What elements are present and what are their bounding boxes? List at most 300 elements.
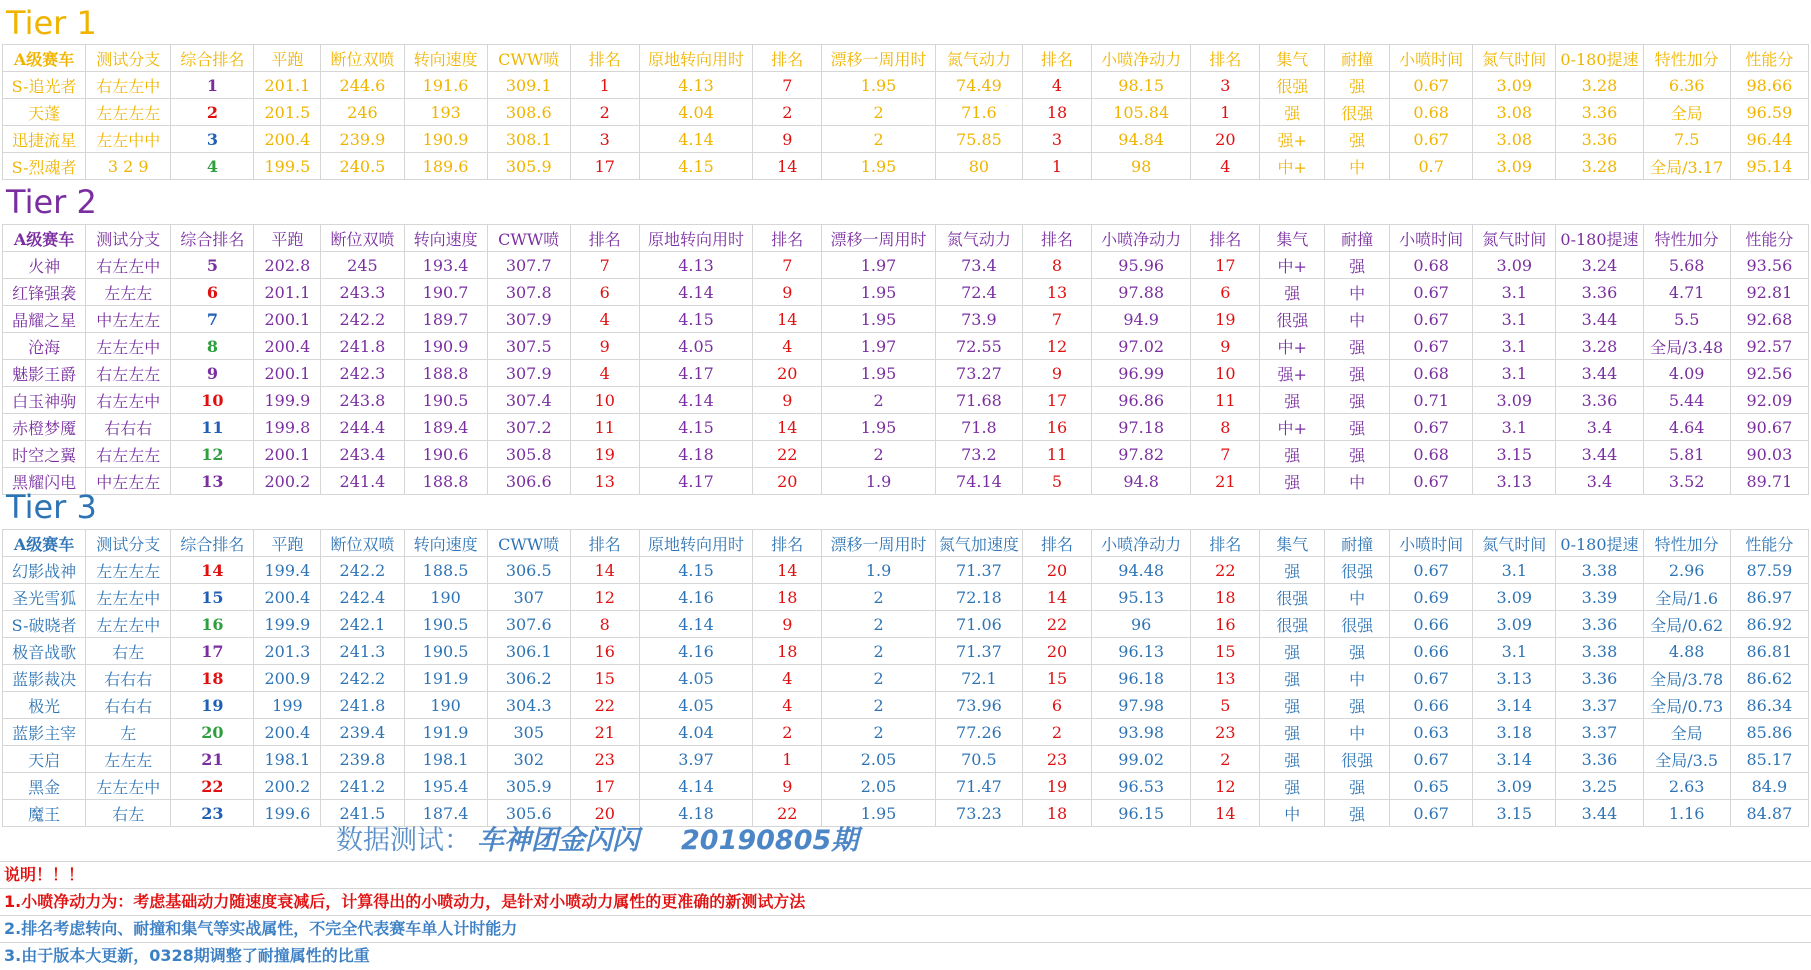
table-cell: 很强 [1325,99,1390,126]
table-cell: 239.4 [321,719,404,746]
table-cell: 243.4 [321,441,404,468]
table-cell: 3.13 [1473,468,1556,495]
column-header: 耐撞 [1325,225,1390,252]
table-cell: 72.18 [935,584,1022,611]
table-cell: 0.66 [1390,692,1473,719]
table-cell: 左左中中 [86,126,171,153]
table-cell: 14 [171,557,254,584]
table-cell: 73.23 [935,800,1022,827]
table-cell: 6 [171,279,254,306]
table-cell: 0.67 [1390,72,1473,99]
table-cell: 23 [171,800,254,827]
table-cell: 16 [1023,414,1092,441]
table-cell: 3.14 [1473,692,1556,719]
table-cell: 188.5 [404,557,487,584]
car-name-cell: 红锋强袭 [3,279,86,306]
table-cell: 3 [1023,126,1092,153]
table-cell: 4.18 [639,441,753,468]
table-cell: 3.1 [1473,557,1556,584]
table-cell: 202.8 [254,252,321,279]
table-cell: 3.13 [1473,665,1556,692]
column-header: 氮气时间 [1473,530,1556,557]
table-cell: 306.2 [487,665,570,692]
table-cell: 1.95 [822,72,936,99]
table-cell: 1.95 [822,800,936,827]
table-row [3,279,1809,306]
table-cell: 198.1 [404,746,487,773]
table-cell: 左左左中 [86,584,171,611]
table-cell: 23 [570,746,639,773]
table-cell: 19 [171,692,254,719]
table-cell: 3.97 [639,746,753,773]
car-name-cell: 魅影王爵 [3,360,86,387]
table-cell: 0.67 [1390,746,1473,773]
table-cell: 242.1 [321,611,404,638]
table-cell: 强+ [1260,360,1325,387]
table-cell: 190.7 [404,279,487,306]
table-cell: 105.84 [1091,99,1190,126]
table-cell: 9 [753,773,822,800]
car-name-cell: 极音战歌 [3,638,86,665]
table-cell: 20 [753,360,822,387]
table-cell: 21 [1191,468,1260,495]
table-cell: 4.18 [639,800,753,827]
table-cell: 4 [1191,153,1260,180]
table-cell: 3.09 [1473,773,1556,800]
table-row [3,746,1809,773]
column-header: 排名 [753,45,822,72]
car-name-cell: 天蓬 [3,99,86,126]
table-cell: 92.57 [1730,333,1808,360]
table-cell: 0.67 [1390,468,1473,495]
table-cell: 307.2 [487,414,570,441]
table-cell: 73.2 [935,441,1022,468]
table-cell: 4.14 [639,126,753,153]
table-cell: 中+ [1260,414,1325,441]
column-header: 性能分 [1730,45,1808,72]
table-cell: 0.65 [1390,773,1473,800]
table-cell: 305.9 [487,773,570,800]
table-cell: 9 [753,387,822,414]
column-header: 0-180提速 [1556,225,1643,252]
car-name-cell: 幻影战神 [3,557,86,584]
table-cell: 1.95 [822,306,936,333]
table-cell: 18 [1191,584,1260,611]
table-cell: 75.85 [935,126,1022,153]
table-cell: 4.14 [639,611,753,638]
table-cell: 中左左左 [86,468,171,495]
table-cell: 307.5 [487,333,570,360]
table-cell: 188.8 [404,360,487,387]
table-cell: 86.62 [1730,665,1808,692]
table-cell: 89.71 [1730,468,1808,495]
table-cell: 1 [753,746,822,773]
table-cell: 200.1 [254,360,321,387]
table-cell: 中+ [1260,153,1325,180]
table-cell: 2.63 [1643,773,1730,800]
table-cell: 中+ [1260,252,1325,279]
table-row [3,468,1809,495]
table-cell: 11 [570,414,639,441]
table-cell: 强 [1325,773,1390,800]
table-cell: 85.86 [1730,719,1808,746]
table-cell: 0.67 [1390,306,1473,333]
table-cell: 3.39 [1556,584,1643,611]
car-name-cell: 黑金 [3,773,86,800]
table-cell: 5 [171,252,254,279]
table-cell: 98 [1091,153,1190,180]
column-header: 0-180提速 [1556,45,1643,72]
table-cell: 308.1 [487,126,570,153]
tier-1-table [2,44,1809,180]
credit-team: 车神团金闪闪 [477,825,639,856]
column-header: 小喷时间 [1390,45,1473,72]
table-cell: 190.5 [404,638,487,665]
car-name-cell: 时空之翼 [3,441,86,468]
table-cell: 73.9 [935,306,1022,333]
table-row [3,773,1809,800]
table-cell: 强 [1325,333,1390,360]
table-cell: 199.6 [254,800,321,827]
table-cell: 71.37 [935,638,1022,665]
table-row [3,252,1809,279]
table-cell: 7 [1191,441,1260,468]
table-cell: 1.97 [822,333,936,360]
table-cell: 3 [171,126,254,153]
column-header: 排名 [753,225,822,252]
table-cell: 全局/3.5 [1643,746,1730,773]
table-cell: 14 [753,153,822,180]
table-cell: 21 [171,746,254,773]
table-cell: 17 [1023,387,1092,414]
table-cell: 96.86 [1091,387,1190,414]
table-cell: 很强 [1260,306,1325,333]
table-cell: 242.2 [321,557,404,584]
column-header: 集气 [1260,45,1325,72]
table-cell: 强 [1260,746,1325,773]
column-header: 小喷净动力 [1091,225,1190,252]
table-cell: 20 [1023,638,1092,665]
table-cell: 18 [753,584,822,611]
table-cell: 3.44 [1556,306,1643,333]
table-cell: 7 [753,252,822,279]
car-name-cell: 蓝影裁决 [3,665,86,692]
column-header: 氮气动力 [935,45,1022,72]
column-header: 测试分支 [86,45,171,72]
table-cell: 0.67 [1390,126,1473,153]
car-name-cell: 迅捷流星 [3,126,86,153]
table-cell: 96.99 [1091,360,1190,387]
table-cell: 239.9 [321,126,404,153]
column-header: 原地转向用时 [639,530,753,557]
column-header: 集气 [1260,530,1325,557]
table-cell: 2.05 [822,746,936,773]
table-cell: 1.95 [822,414,936,441]
table-row [3,584,1809,611]
table-cell: 191.9 [404,719,487,746]
table-cell: 右右右 [86,692,171,719]
table-cell: 2 [822,584,936,611]
table-cell: 强 [1260,719,1325,746]
table-cell: 3.08 [1473,99,1556,126]
table-cell: 3.36 [1556,126,1643,153]
column-header: 断位双喷 [321,530,404,557]
table-cell: 80 [935,153,1022,180]
table-row [3,153,1809,180]
table-cell: 10 [570,387,639,414]
table-cell: 左左左中 [86,333,171,360]
table-cell: 4.14 [639,387,753,414]
table-cell: 99.02 [1091,746,1190,773]
table-cell: 9 [753,611,822,638]
table-cell: 16 [570,638,639,665]
table-cell: 3.38 [1556,638,1643,665]
table-cell: 20 [1023,557,1092,584]
table-cell: 右左左左 [86,441,171,468]
table-cell: 4 [753,665,822,692]
table-cell: 7 [171,306,254,333]
tier-1-title: Tier 1 [6,4,97,42]
table-cell: 241.4 [321,468,404,495]
table-cell: 307.8 [487,279,570,306]
table-cell: 强 [1260,665,1325,692]
table-row [3,638,1809,665]
table-cell: 0.67 [1390,333,1473,360]
table-row [3,387,1809,414]
table-cell: 199.4 [254,557,321,584]
column-header: 耐撞 [1325,530,1390,557]
data-test-credit [336,818,858,857]
table-cell: 13 [570,468,639,495]
column-header: A级赛车 [3,530,86,557]
table-cell: 7 [753,72,822,99]
tier-3-table [2,529,1809,827]
table-cell: 0.71 [1390,387,1473,414]
table-cell: 71.37 [935,557,1022,584]
table-cell: 87.59 [1730,557,1808,584]
table-cell: 71.6 [935,99,1022,126]
table-cell: 9 [1023,360,1092,387]
table-cell: 3.44 [1556,441,1643,468]
table-cell: 200.9 [254,665,321,692]
table-cell: 98.15 [1091,72,1190,99]
table-cell: 3.24 [1556,252,1643,279]
table-cell: 13 [1191,665,1260,692]
table-cell: 97.02 [1091,333,1190,360]
table-cell: 9 [753,126,822,153]
column-header: 排名 [570,45,639,72]
table-cell: 3.28 [1556,153,1643,180]
column-header: 氮气加速度 [935,530,1022,557]
car-name-cell: S-追光者 [3,72,86,99]
table-cell: 强 [1325,360,1390,387]
column-header: 漂移一周用时 [822,225,936,252]
table-cell: 71.68 [935,387,1022,414]
table-cell: 305.8 [487,441,570,468]
table-header-row [3,530,1809,557]
table-cell: 右右右 [86,414,171,441]
table-cell: 1.97 [822,252,936,279]
table-cell: 4.15 [639,557,753,584]
car-name-cell: 晶耀之星 [3,306,86,333]
table-cell: 6 [1023,692,1092,719]
table-cell: 0.63 [1390,719,1473,746]
table-cell: 14 [753,414,822,441]
table-row [3,99,1809,126]
column-header: 性能分 [1730,225,1808,252]
column-header: 原地转向用时 [639,225,753,252]
table-cell: 97.18 [1091,414,1190,441]
table-cell: 6 [570,279,639,306]
column-header: 0-180提速 [1556,530,1643,557]
table-cell: 22 [1023,611,1092,638]
table-cell: 4.15 [639,153,753,180]
table-cell: 305 [487,719,570,746]
table-cell: 3.4 [1556,414,1643,441]
table-cell: 3.15 [1473,800,1556,827]
table-cell: 3.36 [1556,279,1643,306]
table-cell: 307.4 [487,387,570,414]
table-row [3,692,1809,719]
table-cell: 2 [822,638,936,665]
table-cell: 2 [171,99,254,126]
table-cell: 19 [1191,306,1260,333]
table-cell: 强 [1325,387,1390,414]
table-cell: 强 [1325,441,1390,468]
table-cell: 74.14 [935,468,1022,495]
table-cell: 22 [570,692,639,719]
table-cell: 97.88 [1091,279,1190,306]
table-cell: 2.96 [1643,557,1730,584]
table-cell: 96.53 [1091,773,1190,800]
table-cell: 强 [1260,638,1325,665]
table-cell: 中+ [1260,333,1325,360]
table-cell: 5 [1191,692,1260,719]
car-name-cell: 极光 [3,692,86,719]
table-cell: 9 [1191,333,1260,360]
column-header: 断位双喷 [321,225,404,252]
credit-prefix: 数据测试： [336,825,471,856]
table-header-row [3,45,1809,72]
table-cell: 12 [1191,773,1260,800]
note-heading: 说明！！！ [0,861,1811,887]
table-cell: 12 [1023,333,1092,360]
table-cell: 14 [753,557,822,584]
table-cell: 242.2 [321,665,404,692]
table-cell: 1 [1023,153,1092,180]
table-cell: 74.49 [935,72,1022,99]
table-cell: 72.1 [935,665,1022,692]
table-cell: 中 [1325,279,1390,306]
column-header: 排名 [570,225,639,252]
table-cell: 全局/0.73 [1643,692,1730,719]
table-cell: 14 [570,557,639,584]
table-cell: 244.4 [321,414,404,441]
table-cell: 很强 [1260,611,1325,638]
table-cell: 22 [753,441,822,468]
table-cell: 4.15 [639,306,753,333]
table-cell: 2 [822,665,936,692]
column-header: 转向速度 [404,530,487,557]
table-cell: 191.6 [404,72,487,99]
table-cell: 2 [822,692,936,719]
table-row [3,72,1809,99]
table-cell: 右右右 [86,665,171,692]
table-cell: 3.1 [1473,333,1556,360]
table-cell: 97.98 [1091,692,1190,719]
table-cell: 2 [1191,746,1260,773]
table-cell: 1 [171,72,254,99]
table-cell: 92.56 [1730,360,1808,387]
table-cell: 4 [753,692,822,719]
table-cell: 190.9 [404,126,487,153]
table-header-row [3,225,1809,252]
table-cell: 307 [487,584,570,611]
table-cell: 96.18 [1091,665,1190,692]
table-cell: 强 [1325,692,1390,719]
column-header: 综合排名 [171,45,254,72]
table-cell: 中 [1325,719,1390,746]
table-cell: 强 [1325,126,1390,153]
table-cell: 190 [404,584,487,611]
column-header: 平跑 [254,225,321,252]
table-cell: 中 [1325,153,1390,180]
column-header: 性能分 [1730,530,1808,557]
table-cell: 4.15 [639,414,753,441]
table-cell: 199 [254,692,321,719]
table-cell: 306.5 [487,557,570,584]
table-cell: 245 [321,252,404,279]
table-cell: 201.1 [254,72,321,99]
table-cell: 很强 [1325,557,1390,584]
car-name-cell: 黑耀闪电 [3,468,86,495]
table-cell: 5.81 [1643,441,1730,468]
table-cell: 强 [1325,72,1390,99]
table-cell: 4 [1023,72,1092,99]
table-cell: 左左左中 [86,773,171,800]
table-cell: 右左左中 [86,72,171,99]
table-cell: 强 [1325,252,1390,279]
table-cell: 241.3 [321,638,404,665]
table-cell: 左左左左 [86,99,171,126]
table-cell: 3.44 [1556,800,1643,827]
tier-2-title: Tier 2 [6,183,97,221]
table-cell: 很强 [1260,72,1325,99]
table-cell: 73.4 [935,252,1022,279]
table-cell: 98.66 [1730,72,1808,99]
column-header: 漂移一周用时 [822,45,936,72]
table-cell: 0.68 [1390,360,1473,387]
column-header: A级赛车 [3,225,86,252]
table-cell: 95.13 [1091,584,1190,611]
table-cell: 190.9 [404,333,487,360]
table-cell: 1 [570,72,639,99]
column-header: 小喷净动力 [1091,530,1190,557]
car-name-cell: 天启 [3,746,86,773]
table-cell: 85.17 [1730,746,1808,773]
table-cell: 3.1 [1473,279,1556,306]
table-cell: 3.09 [1473,153,1556,180]
car-name-cell: 沧海 [3,333,86,360]
table-cell: 17 [570,153,639,180]
column-header: 测试分支 [86,530,171,557]
column-header: 排名 [1191,45,1260,72]
table-cell: 4.04 [639,99,753,126]
tier-3-title: Tier 3 [6,488,97,526]
table-cell: 309.1 [487,72,570,99]
column-header: 原地转向用时 [639,45,753,72]
table-cell: 90.67 [1730,414,1808,441]
